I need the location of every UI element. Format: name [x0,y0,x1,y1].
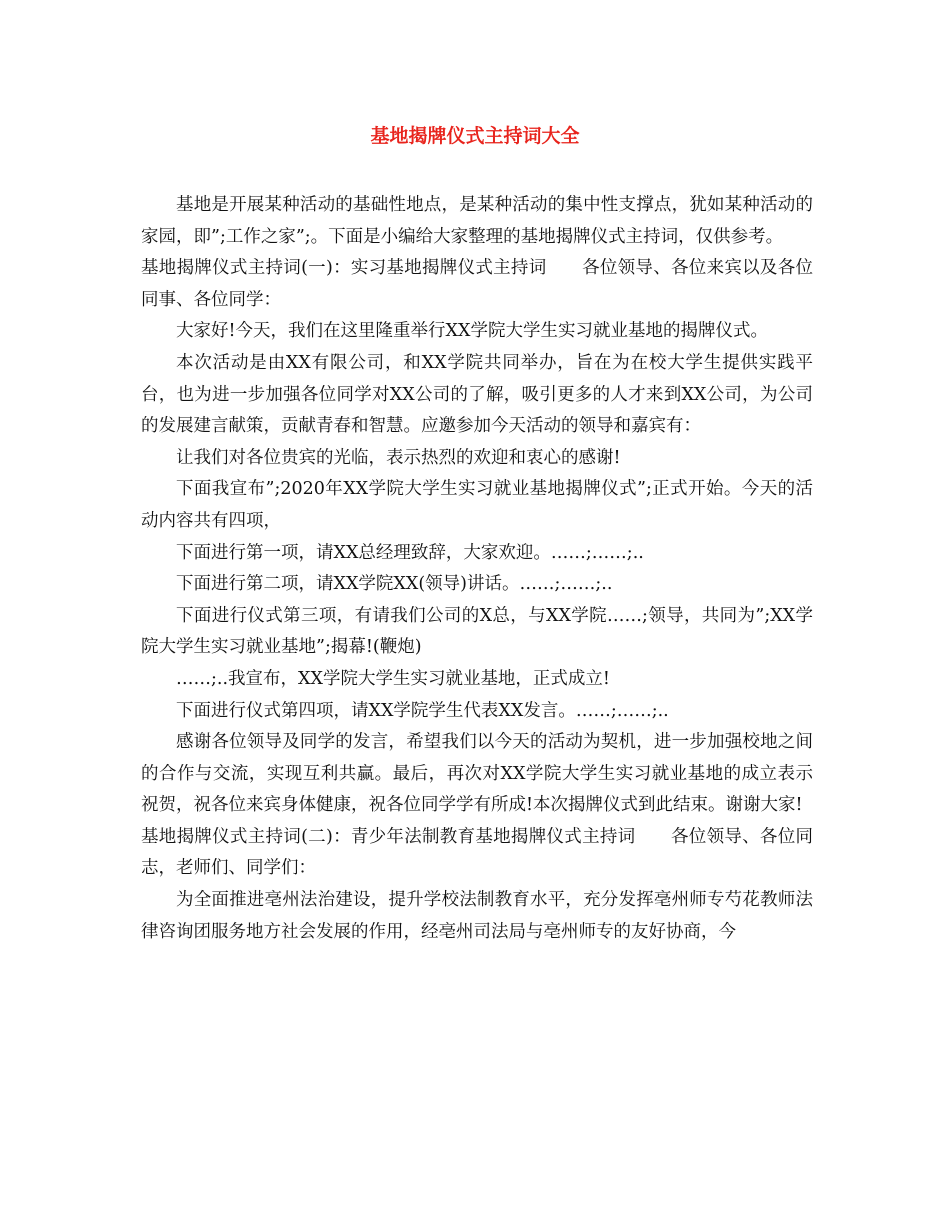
paragraph: 让我们对各位贵宾的光临，表示热烈的欢迎和衷心的感谢! [176,447,621,468]
paragraph: 基地是开展某种活动的基础性地点，是某种活动的集中性支撑点，犹如某种活动的家园，即”;工作之家”;。下面是小编给大家整理的基地揭牌仪式主持词，仅供参考。 [141,195,813,247]
paragraph: 下面进行仪式第三项，有请我们公司的X总，与XX学院……;领导，共同为”;XX学院大学生实习就业基地”;揭幕!(鞭炮) [141,605,813,658]
paragraph: 下面我宣布”;2020年XX学院大学生实习就业基地揭牌仪式”;正式开始。今天的活动内容共有四项， [141,479,813,531]
paragraph: 基地揭牌仪式主持词(一)：实习基地揭牌仪式主持词 各位领导、各位来宾以及各位同事、各位同学： [141,258,813,310]
paragraph: 本次活动是由XX有限公司，和XX学院共同举办，旨在为在校大学生提供实践平台，也为进一步加强各位同学对XX公司的了解，吸引更多的人才来到XX公司，为公司的发展建言献策，贡献青春和智慧。应邀参加今天活动的领导和嘉宾有： [141,352,813,437]
document-title: 基地揭牌仪式主持词大全 [370,125,580,147]
paragraph: 基地揭牌仪式主持词(二)：青少年法制教育基地揭牌仪式主持词 各位领导、各位同志，老师们、同学们： [141,826,813,879]
paragraph: 感谢各位领导及同学的发言，希望我们以今天的活动为契机，进一步加强校地之间的合作与交流，实现互利共赢。最后，再次对XX学院大学生实习就业基地的成立表示祝贺，祝各位来宾身体健康，祝各位同学学有所成!本次揭牌仪式到此结束。谢谢大家! [141,732,813,816]
paragraph: 下面进行第二项，请XX学院XX(领导)讲话。……;……;.. [176,574,613,595]
document-body [141,190,813,948]
paragraph: ……;..我宣布，XX学院大学生实习就业基地，正式成立! [176,668,610,689]
paragraph: 为全面推进亳州法治建设，提升学校法制教育水平，充分发挥亳州师专芍花教师法律咨询团服务地方社会发展的作用，经亳州司法局与亳州师专的友好协商，今 [141,890,813,942]
paragraph: 下面进行第一项，请XX总经理致辞，大家欢迎。……;……;.. [176,542,644,563]
paragraph: 大家好!今天，我们在这里隆重举行XX学院大学生实习就业基地的揭牌仪式。 [176,321,768,342]
paragraph: 下面进行仪式第四项，请XX学院学生代表XX发言。……;……;.. [176,700,669,721]
